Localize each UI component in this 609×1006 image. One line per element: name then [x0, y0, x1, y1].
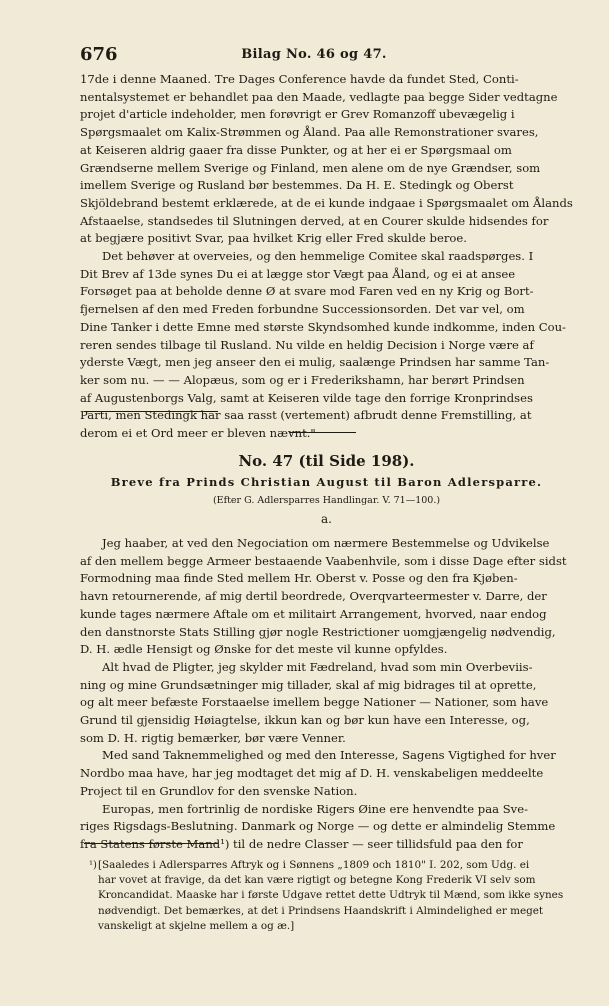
text-line: Forsøget paa at beholde denne Ø at svare mod Faren ved en ny Krig og Bort- [80, 284, 534, 299]
paragraph [80, 659, 573, 748]
text-line: har vovet at fravige, da det kan være rigtigt og betegne Kong Frederik VI selv som [98, 874, 536, 887]
text-line: Grændserne mellem Sverige og Finland, men alene om de nye Grændser, som [80, 160, 541, 175]
text-line: Dit Brev af 13de synes Du ei at lægge stor Vægt paa Åland, og ei at ansee [80, 266, 516, 281]
paragraph [80, 801, 573, 854]
text-line: havn retournerende, af mig dertil beordrede, Overqvarteermester v. Darre, der [80, 589, 547, 604]
paragraph [80, 747, 573, 800]
text-line: derom ei et Ord meer er bleven nævnt." [80, 426, 316, 441]
section-subtitle: Breve fra Prinds Christian August til Baron Adlersparre. [110, 475, 543, 489]
text-line: Parti, men Stedingk har saa rasst (vertement) afbrudt denne Fremstilling, at [80, 408, 532, 423]
letter-body [80, 535, 573, 854]
paragraph [80, 535, 573, 659]
text-line: projet d'article indeholder, men forøvrigt er Grev Romanzoff ubevægelig i [80, 107, 515, 122]
page-header [80, 44, 548, 66]
text-line: af den mellem begge Armeer bestaaende Vaabenhvile, som i disse Dage efter sidst [80, 553, 567, 568]
text-line: Afstaaelse, standsedes til Slutningen derved, at en Courer skulde hidsendes for [80, 213, 549, 228]
section-divider [290, 432, 356, 433]
running-head: Bilag No. 46 og 47. [241, 47, 387, 62]
text-line: Jeg haaber, at ved den Negociation om nærmere Bestemmelse og Udvikelse [102, 536, 550, 550]
text-line: Med sand Taknemmelighed og med den Interesse, Sagens Vigtighed for hver [102, 748, 556, 763]
section-title: No. 47 (til Side 198). [238, 452, 415, 470]
text-line: ning og mine Grundsætninger mig tillader, skal af mig bidrages til at oprette, [80, 677, 537, 692]
text-line: fra Statens første Mand¹) til de nedre Classer — seer tillidsfuld paa den for [80, 836, 523, 851]
text-line: som D. H. rigtig bemærker, bør være Venner. [80, 730, 346, 745]
letter-label: a. [321, 512, 332, 526]
text-line: nødvendigt. Det bemærkes, at det i Prindsens Haandskrift i Almindelighed er meget [98, 904, 544, 917]
footnote-rule [84, 843, 218, 844]
text-line: vanskeligt at skjelne mellem a og æ.] [98, 919, 295, 932]
text-line: Det behøver at overveies, og den hemmelige Comitee skal raadspørges. I [102, 249, 534, 264]
text-line: yderste Vægt, men jeg anseer den ei mulig, saalænge Prindsen har samme Tan- [80, 355, 550, 370]
text-line: reren sendes tilbage til Rusland. Nu vilde en heldig Decision i Norge være af [80, 337, 534, 352]
text-line: fjernelsen af den med Freden forbundne Successionsorden. Det var vel, om [80, 302, 525, 317]
text-line: og alt meer befæste Forstaaelse imellem begge Nationer — Nationer, som have [80, 695, 549, 710]
text-line: Project til en Grundlov for den svenske Nation. [80, 783, 358, 798]
text-line: kunde tages nærmere Aftale om et militairt Arrangement, hvorved, naar endog [80, 606, 547, 621]
text-line: at Keiseren aldrig gaaer fra disse Punkter, og at her ei er Spørgsmaal om [80, 142, 512, 157]
text-line: riges Rigsdags-Beslutning. Danmark og Norge — og dette er almindelig Stemme [80, 819, 556, 834]
text-line: D. H. ædle Hensigt og Ønske for det meste vil kunne opfyldes. [80, 642, 448, 657]
letter-continuation [80, 71, 573, 443]
text-line: Dine Tanker i dette Emne med største Skyndsomhed kunde indkomme, inden Cou- [80, 319, 566, 334]
section-source: (Efter G. Adlersparres Handlingar. V. 71—100.) [212, 495, 441, 506]
footnote-marker: ¹) [89, 860, 97, 871]
text-line: 17de i denne Maaned. Tre Dages Conference havde da fundet Sted, Conti- [80, 72, 519, 86]
text-line: af Augustenborgs Valg, samt at Keiseren vilde tage den forrige Kronprindses [80, 390, 533, 405]
text-line: nentalsystemet er behandlet paa den Maade, vedlagte paa begge Sider vedtagne [80, 89, 558, 104]
text-line: Formodning maa finde Sted mellem Hr. Oberst v. Posse og den fra Kjøben- [80, 571, 518, 586]
footnote [89, 858, 576, 934]
end-rule [84, 411, 218, 412]
text-line: Grund til gjensidig Høiagtelse, ikkun kan og bør kun have een Interesse, og, [80, 713, 530, 728]
paragraph [80, 71, 573, 248]
text-line: Spørgsmaalet om Kalix-Strømmen og Åland. Paa alle Remonstrationer svares, [80, 125, 539, 140]
text-line: Alt hvad de Pligter, jeg skylder mit Fædreland, hvad som min Overbeviis- [102, 659, 533, 674]
text-line: Kroncandidat. Maaske har i første Udgave rettet dette Udtryk til Mænd, som ikke synes [98, 889, 564, 902]
text-line: ker som nu. — — Alopæus, som og er i Frederikshamn, har berørt Prindsen [80, 372, 525, 387]
text-line: at begjære positivt Svar, paa hvilket Krig eller Fred skulde beroe. [80, 231, 467, 246]
text-line: Europas, men fortrinlig de nordiske Rigers Øine ere henvendte paa Sve- [102, 801, 529, 816]
page-number: 676 [80, 44, 118, 65]
text-line: Skjöldebrand bestemt erklærede, at de ei kunde indgaae i Spørgsmaalet om Ålands [80, 195, 573, 210]
paragraph [80, 248, 573, 443]
text-line: Nordbo maa have, har jeg modtaget det mig af D. H. venskabeligen meddeelte [80, 766, 544, 781]
text-line: imellem Sverige og Rusland bør bestemmes. Da H. E. Stedingk og Oberst [80, 178, 514, 193]
text-line: [Saaledes i Adlersparres Aftryk og i Sønnens „1809 och 1810" I. 202, som Udg. ei [98, 859, 530, 871]
text-line: den danstnorste Stats Stilling gjør nogle Restrictioner uomgjængelig nødvendig, [80, 624, 556, 639]
